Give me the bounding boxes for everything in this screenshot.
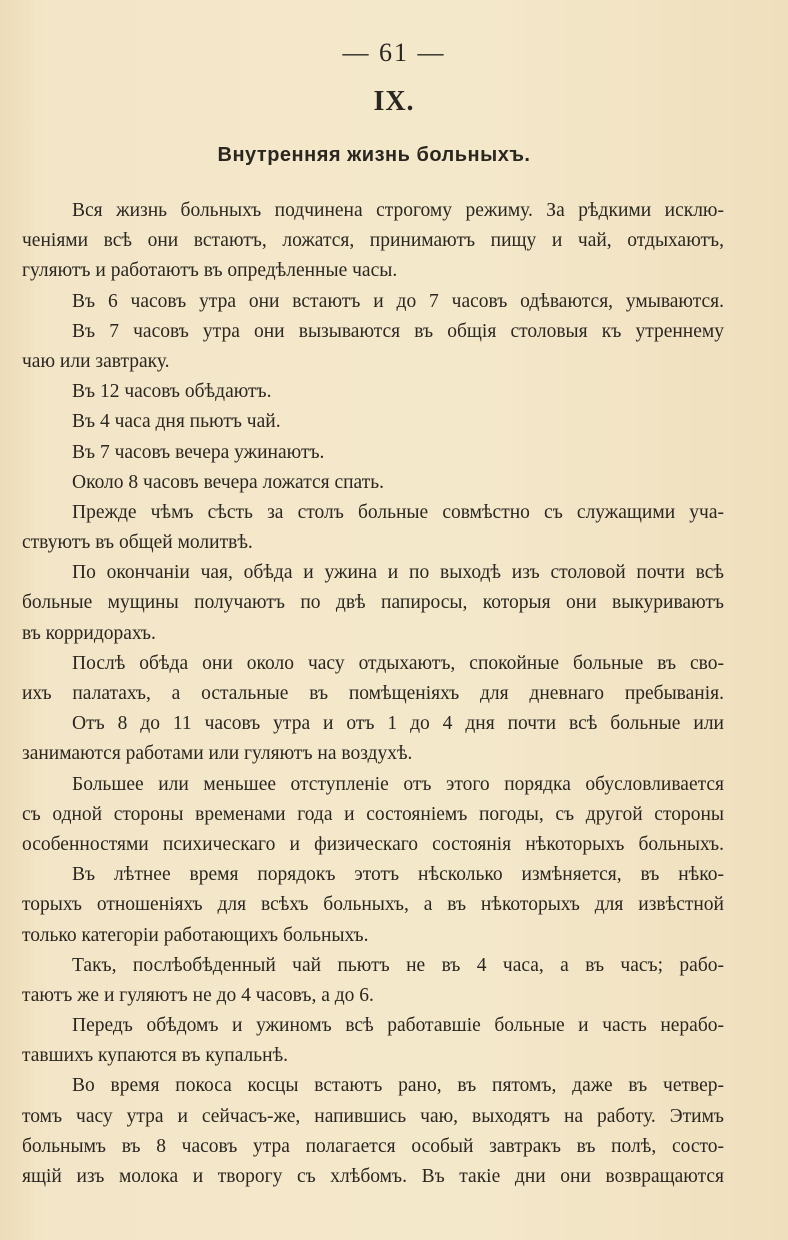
body-text: [22, 196, 724, 1192]
section-heading: Внутренняя жизнь больныхъ.: [217, 144, 531, 166]
text-line: чаю или завтраку.: [22, 350, 170, 372]
text-line: ствуютъ въ общей молитвѣ.: [22, 532, 253, 554]
text-line: ящій изъ молока и творогу съ хлѣбомъ. Въ такіе дни они возвращаются: [22, 1166, 724, 1187]
text-line: Большее или меньшее отступленіе отъ этого порядка обусловливается: [72, 773, 724, 795]
text-line: Въ 6 часовъ утра они встаютъ и до 7 часовъ одѣваются, умываются.: [72, 290, 724, 312]
text-line: съ одной стороны временами года и состояніемъ погоды, съ другой стороны: [22, 803, 724, 825]
text-line: Послѣ обѣда они около часу отдыхаютъ, спокойные больные въ сво-: [72, 652, 724, 674]
text-line: Въ 7 часовъ вечера ужинаютъ.: [72, 441, 325, 463]
text-line: Отъ 8 до 11 часовъ утра и отъ 1 до 4 дня почти всѣ больные или: [72, 713, 724, 735]
text-line: особенностями психическаго и физическаго состоянія нѣкоторыхъ больныхъ.: [22, 833, 724, 855]
text-line: Передъ обѣдомъ и ужиномъ всѣ работавшіе больные и часть нерабо-: [72, 1015, 724, 1037]
text-line: Вся жизнь больныхъ подчинена строгому режиму. За рѣдкими исклю-: [72, 200, 724, 221]
text-line: Во время покоса косцы встаютъ рано, въ пятомъ, даже въ четвер-: [72, 1075, 724, 1097]
text-line: гуляютъ и работаютъ въ опредѣленные часы.: [22, 260, 398, 282]
text-line: занимаются работами или гуляютъ на воздухѣ.: [22, 743, 413, 765]
text-line: По окончаніи чая, обѣда и ужина и по выходѣ изъ столовой почти всѣ: [72, 562, 724, 584]
text-line: Въ 12 часовъ обѣдаютъ.: [72, 381, 272, 403]
text-line: Въ 4 часа дня пьютъ чай.: [72, 411, 281, 433]
text-line: тавшихъ купаются въ купальнѣ.: [22, 1045, 289, 1067]
text-line: томъ часу утра и сейчасъ-же, напившись чаю, выходятъ на работу. Этимъ: [22, 1105, 724, 1127]
text-line: ихъ палатахъ, а остальные въ помѣщеніяхъ для дневнаго пребыванія.: [22, 683, 724, 704]
text-line: Такъ, послѣобѣденный чай пьютъ не въ 4 часа, а въ часъ; рабо-: [72, 954, 724, 976]
text-line: больные мущины получаютъ по двѣ папиросы, которыя они выкуриваютъ: [22, 592, 724, 614]
text-line: въ корридорахъ.: [22, 622, 156, 644]
text-line: только категоріи работающихъ больныхъ.: [22, 924, 369, 946]
text-line: больнымъ въ 8 часовъ утра полагается особый завтракъ въ полѣ, состо-: [22, 1135, 724, 1157]
text-line: таютъ же и гуляютъ не до 4 часовъ, а до 6.: [22, 984, 374, 1006]
text-line: Въ 7 часовъ утра они вызываются въ общія столовыя къ утреннему: [72, 320, 724, 342]
page-number: — 61 —: [342, 38, 446, 67]
text-line: Прежде чѣмъ сѣсть за столъ больные совмѣстно съ служащими уча-: [72, 501, 724, 523]
text-line: ченіями всѣ они встаютъ, ложатся, принимаютъ пищу и чай, отдыхаютъ,: [22, 230, 724, 252]
text-line: Въ лѣтнее время порядокъ этотъ нѣсколько измѣняется, въ нѣко-: [72, 864, 724, 886]
text-line: Около 8 часовъ вечера ложатся спать.: [72, 471, 384, 493]
chapter-number: IX.: [373, 86, 415, 117]
text-line: торыхъ отношеніяхъ для всѣхъ больныхъ, а въ нѣкоторыхъ для извѣстной: [22, 894, 724, 916]
